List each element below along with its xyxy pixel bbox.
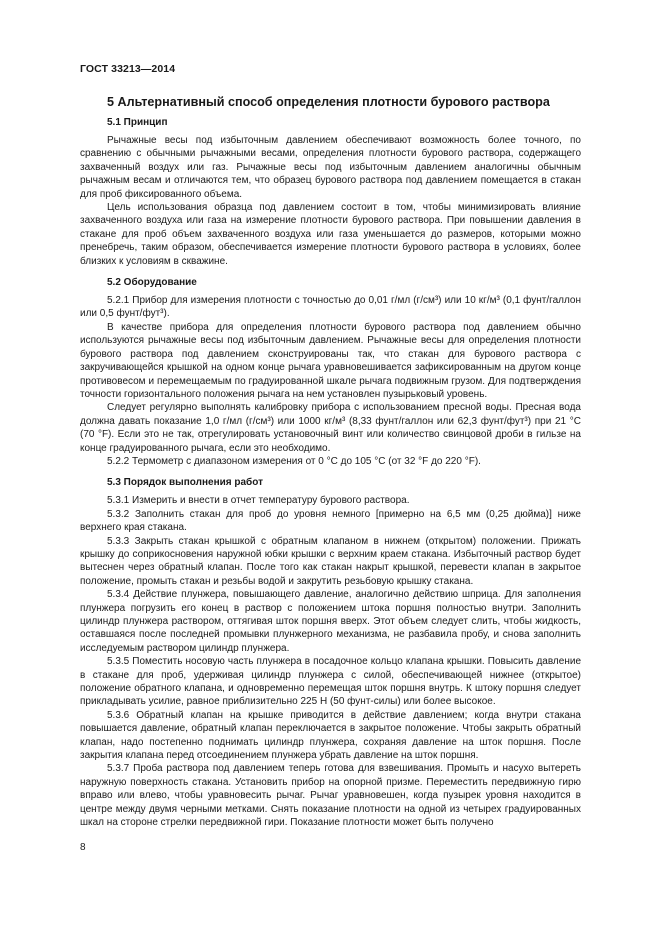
paragraph: Цель использования образца под давлением состоит в том, чтобы минимизировать влияние захваченного воздуха или газа на измерение плотности бурового раствора. При повышении давления в стакане для проб объем захваченного воздуха или газа уменьшается до размеров, которыми можно пренебречь, таким образом, обеспечивается измерение плотности бурового раствора в условиях, более близких к условиям в скважине. [80, 202, 581, 267]
paragraph: 5.3.6 Обратный клапан на крышке приводится в действие давлением; когда внутри стакана повышается давление, обратный клапан переключается в закрытое положение. Чтобы закрыть обратный клапан, надо постепенно поднимать цилиндр плунжера, сохраняя давление на шток поршня. После закрытия клапана перед отсоединением плунжера убрать давление на шток поршня. [80, 709, 581, 762]
page-number: 8 [80, 842, 86, 853]
paragraph: Рычажные весы под избыточным давлением обеспечивают возможность более точного, по сравнению с обычными рычажными весами, определения плотности бурового раствора, содержащего захваченный воздух или газ. Рычажные весы под избыточным давлением аналогичны обычным рычажным весам и отличаются тем, что образец бурового раствора под давлением помещается в стакан для проб фиксированного объема. [80, 135, 581, 200]
paragraph: Следует регулярно выполнять калибровку прибора с использованием пресной воды. Пресная вода должна давать показание 1,0 г/мл (г/см³) или 1000 кг/м³ (8,33 фунт/галлон или 62,3 фунт/фут³) при 21 °C (70 °F). Если это не так, отрегулировать установочный винт или количество свинцовой дроби в гильзе на конце градуированного рычага, если это необходимо. [80, 402, 581, 454]
section-title: 5 Альтернативный способ определения плотности бурового раствора [107, 95, 550, 109]
paragraph: 5.2.2 Термометр с диапазоном измерения от 0 °C до 105 °C (от 32 °F до 220 °F). [107, 455, 481, 467]
paragraph: 5.3.1 Измерить и внести в отчет температуру бурового раствора. [107, 495, 410, 507]
paragraph: В качестве прибора для определения плотности бурового раствора под давлением обычно используются рычажные весы под избыточным давлением. Рычажные весы для определения плотности бурового раствора под давлением сконструированы так, что стакан для бурового раствора с закручивающейся крышкой на одном конце рычага уравновешивается зафиксированным на другом конце противовесом и перемещаемым по градуированной шкале рычага подвижным грузом. Для подтверждения точности горизонтального положения рычага на нем установлен пузырьковый уровень. [80, 321, 581, 400]
subsection-heading-5-1: 5.1 Принцип [107, 117, 168, 128]
paragraph: 5.3.5 Поместить носовую часть плунжера в посадочное кольцо клапана крышки. Повысить давление в стакане для проб, удерживая цилиндр плунжера с силой, обеспечивающей нижнее (открытое) положение обратного клапана, и одновременно перемещая шток поршня внутрь. К штоку поршня следует прикладывать усилие, равное приблизительно 225 Н (50 фунт-силы) или более высокое. [80, 656, 581, 708]
paragraph: 5.3.7 Проба раствора под давлением теперь готова для взвешивания. Промыть и насухо вытереть наружную поверхность стакана. Установить прибор на опорной призме. Переместить передвижную гирю вправо или влево, чтобы уравновесить рычаг. Рычаг уравновешен, когда пузырек уровня находится в центре между двумя черными метками. Снять показание плотности на одной из четырех градуированных шкал на стороне стрелки передвижной гири. Показание плотности может быть получено [80, 763, 581, 829]
subsection-heading-5-2: 5.2 Оборудование [107, 277, 197, 289]
standard-number: ГОСТ 33213—2014 [80, 63, 176, 75]
paragraph: 5.3.4 Действие плунжера, повышающего давление, аналогично действию шприца. Для заполнения плунжера погрузить его конец в раствор с положением штока поршня полностью внутри. Заполнить цилиндр плунжера раствором, оттягивая шток поршня вверх. Этот объем следует слить, чтобы жидкость, оставшаяся после последней промывки плунжерного механизма, не разбавила пробу, и снова заполнить исследуемым раствором цилиндр плунжера. [80, 589, 581, 654]
document-body [80, 94, 581, 830]
paragraph: 5.3.2 Заполнить стакан для проб до уровня немного [примерно на 6,5 мм (0,25 дюйма)] ниже верхнего края стакана. [80, 508, 581, 534]
paragraph: 5.2.1 Прибор для измерения плотности с точностью до 0,01 г/мл (г/см³) или 10 кг/м³ (0,1 фунт/галлон или 0,5 фунт/фут³). [80, 295, 581, 320]
subsection-heading-5-3: 5.3 Порядок выполнения работ [107, 477, 263, 489]
paragraph: 5.3.3 Закрыть стакан крышкой с обратным клапаном в нижнем (открытом) положении. Прижать крышку до соприкосновения наружной юбки крышки с верхним краем стакана. Избыточный раствор будет вытеснен через обратный клапан. После того как стакан накрыт крышкой, перевести клапан в закрытое положение, промыть стакан и резьбы водой и закрутить резьбовую крышку стакана. [80, 535, 581, 587]
